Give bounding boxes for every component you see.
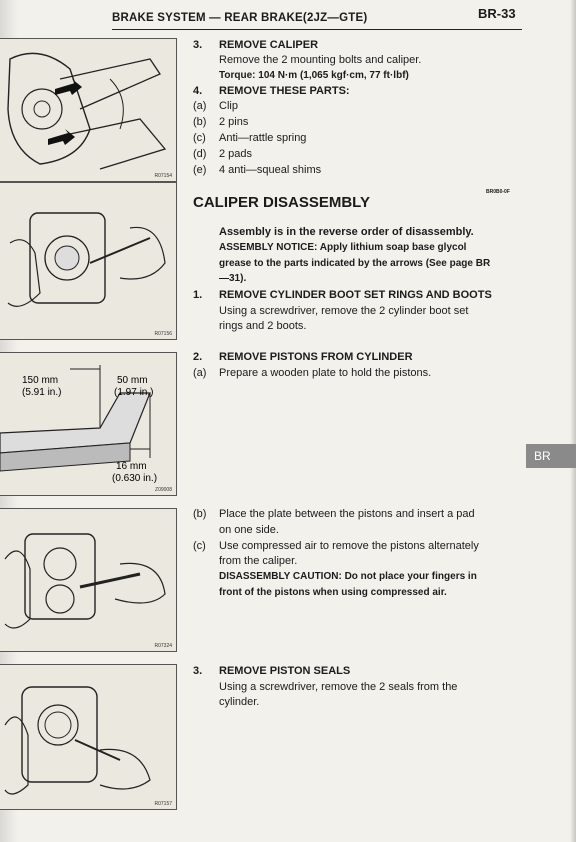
d2-number: 2. bbox=[193, 351, 203, 363]
assembly-notice-line3: —31). bbox=[219, 273, 247, 284]
dim-50-in: (1.97 in.) bbox=[114, 387, 154, 398]
figure-code: R07157 bbox=[154, 801, 172, 807]
figure-boot-removal bbox=[0, 182, 177, 340]
figure-compressed-air bbox=[0, 508, 177, 652]
d2-caution-line1: DISASSEMBLY CAUTION: Do not place your fingers in bbox=[219, 571, 477, 582]
step3-text: Remove the 2 mounting bolts and caliper. bbox=[219, 54, 422, 66]
dim-150-mm: 150 mm bbox=[22, 375, 59, 386]
step3-torque: Torque: 104 N·m (1,065 kgf·cm, 77 ft·lbf) bbox=[219, 70, 409, 81]
assembly-intro: Assembly is in the reverse order of disassembly. bbox=[219, 226, 474, 238]
page-header-title: BRAKE SYSTEM — REAR BRAKE(2JZ—GTE) bbox=[112, 12, 368, 24]
figure-code: R07324 bbox=[154, 643, 172, 649]
d2-title: REMOVE PISTONS FROM CYLINDER bbox=[219, 351, 413, 363]
d1-text-line1: Using a screwdriver, remove the 2 cylinder boot set bbox=[219, 305, 469, 317]
d2-a-text: Prepare a wooden plate to hold the pistons. bbox=[219, 367, 432, 379]
d2-b-text-line2: on one side. bbox=[219, 524, 279, 536]
assembly-notice-line1: ASSEMBLY NOTICE: Apply lithium soap base glycol bbox=[219, 242, 467, 253]
d3-text-line2: cylinder. bbox=[219, 696, 260, 708]
d2-caution-line2: front of the pistons when using compressed air. bbox=[219, 587, 447, 598]
step4-item-e-text: 4 anti—squeal shims bbox=[219, 164, 322, 176]
d3-number: 3. bbox=[193, 665, 203, 677]
page-edge-shadow bbox=[570, 0, 576, 842]
assembly-notice-line2: grease to the parts indicated by the arrows (See page BR bbox=[219, 258, 491, 269]
d3-text-line1: Using a screwdriver, remove the 2 seals from the bbox=[219, 681, 458, 693]
step4-item-d-text: 2 pads bbox=[219, 148, 253, 160]
step4-item-b-label: (b) bbox=[193, 116, 207, 128]
piston-seal-illustration bbox=[0, 665, 176, 809]
header-rule bbox=[112, 29, 522, 30]
boot-removal-illustration bbox=[0, 183, 176, 339]
d2-c-label: (c) bbox=[193, 540, 206, 552]
dim-16-mm: 16 mm bbox=[116, 461, 147, 472]
d2-c-text-line1: Use compressed air to remove the pistons alternately bbox=[219, 540, 479, 552]
step4-item-a-label: (a) bbox=[193, 100, 207, 112]
wooden-plate-diagram bbox=[0, 353, 176, 495]
figure-code: Z09008 bbox=[155, 487, 172, 493]
step4-item-c-label: (c) bbox=[193, 132, 206, 144]
dim-16-in: (0.630 in.) bbox=[112, 473, 158, 484]
figure-code: R07154 bbox=[154, 173, 172, 179]
page-number: BR-33 bbox=[478, 6, 516, 21]
figure-wooden-plate bbox=[0, 352, 177, 496]
dim-50-mm: 50 mm bbox=[117, 375, 148, 386]
step3-number: 3. bbox=[193, 39, 203, 51]
step4-item-c-text: Anti—rattle spring bbox=[219, 132, 307, 144]
figure-piston-seals bbox=[0, 664, 177, 810]
step4-item-e-label: (e) bbox=[193, 164, 207, 176]
d1-text-line2: rings and 2 boots. bbox=[219, 320, 307, 332]
d2-c-text-line2: from the caliper. bbox=[219, 555, 298, 567]
dim-150-in: (5.91 in.) bbox=[22, 387, 62, 398]
section-title: CALIPER DISASSEMBLY bbox=[193, 194, 370, 211]
d1-number: 1. bbox=[193, 289, 203, 301]
d2-b-label: (b) bbox=[193, 508, 207, 520]
step4-item-d-label: (d) bbox=[193, 148, 207, 160]
figure-code: R07156 bbox=[154, 331, 172, 337]
d3-title: REMOVE PISTON SEALS bbox=[219, 665, 351, 677]
d2-a-label: (a) bbox=[193, 367, 207, 379]
compressed-air-illustration bbox=[0, 509, 176, 651]
step3-title: REMOVE CALIPER bbox=[219, 39, 319, 51]
figure-remove-caliper bbox=[0, 38, 177, 182]
d2-b-text-line1: Place the plate between the pistons and insert a pad bbox=[219, 508, 475, 520]
step4-item-b-text: 2 pins bbox=[219, 116, 249, 128]
d1-title: REMOVE CYLINDER BOOT SET RINGS AND BOOTS bbox=[219, 289, 492, 301]
section-tab-br[interactable]: BR bbox=[526, 444, 576, 468]
step4-title: REMOVE THESE PARTS: bbox=[219, 85, 350, 97]
section-code: BR0B0-0F bbox=[486, 189, 510, 195]
caliper-removal-illustration bbox=[0, 39, 176, 181]
step4-number: 4. bbox=[193, 85, 203, 97]
step4-item-a-text: Clip bbox=[219, 100, 238, 112]
